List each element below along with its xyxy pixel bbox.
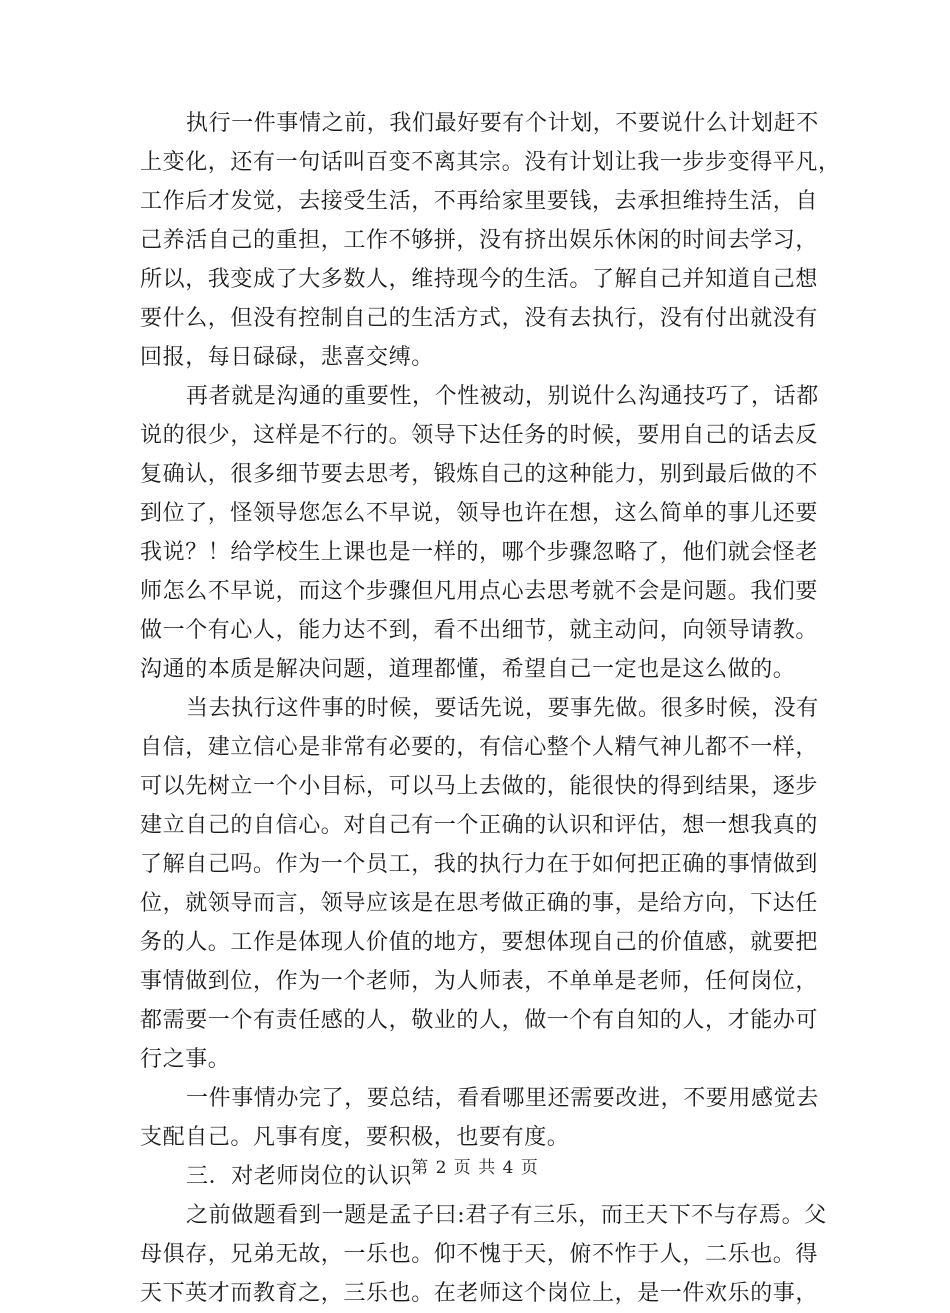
text-line: 我说？！给学校生上课也是一样的，哪个步骤忽略了，他们就会怪老	[140, 540, 819, 565]
text-line: 再者就是沟通的重要性，个性被动，别说什么沟通技巧了，话都	[186, 384, 819, 409]
text-line: 复确认，很多细节要去思考，锻炼自己的这种能力，别到最后做的不	[140, 462, 819, 487]
text-line: 都需要一个有责任感的人，敬业的人，做一个有自知的人，才能办可	[140, 1008, 819, 1033]
text-line: 母俱存，兄弟无故，一乐也。仰不愧于天，俯不怍于人，二乐也。得	[140, 1242, 819, 1267]
text-line: 建立自己的自信心。对自己有一个正确的认识和评估，想一想我真的	[140, 813, 819, 838]
text-line: 回报，每日碌碌，悲喜交缚。	[140, 345, 434, 370]
text-line: 要什么，但没有控制自己的生活方式，没有去执行，没有付出就没有	[140, 306, 819, 331]
text-line: 所以，我变成了大多数人，维持现今的生活。了解自己并知道自己想	[140, 267, 819, 292]
text-line: 师怎么不早说，而这个步骤但凡用点心去思考就不会是问题。我们要	[140, 579, 819, 604]
text-line: 可以先树立一个小目标，可以马上去做的，能很快的得到结果，逐步	[140, 774, 819, 799]
text-line: 支配自己。凡事有度，要积极，也要有度。	[140, 1125, 570, 1150]
text-line: 己养活自己的重担，工作不够拼，没有挤出娱乐休闲的时间去学习，	[140, 228, 819, 253]
text-line: 做一个有心人，能力达不到，看不出细节，就主动问，向领导请教。	[140, 618, 819, 643]
text-line: 到位了，怪领导您怎么不早说，领导也许在想，这么简单的事儿还要	[140, 501, 819, 526]
text-line: 行之事。	[140, 1047, 231, 1072]
text-line: 上变化，还有一句话叫百变不离其宗。没有计划让我一步步变得平凡，	[140, 150, 841, 175]
text-line: 一件事情办完了，要总结，看看哪里还需要改进，不要用感觉去	[186, 1086, 819, 1111]
text-line: 当去执行这件事的时候，要话先说，要事先做。很多时候，没有	[186, 696, 819, 721]
page-number-footer: 第 2 页 共 4 页	[411, 1158, 539, 1178]
text-line: 位，就领导而言，领导应该是在思考做正确的事，是给方向，下达任	[140, 891, 819, 916]
document-body	[140, 104, 841, 1313]
text-line: 说的很少，这样是不行的。领导下达任务的时候，要用自己的话去反	[140, 423, 819, 448]
text-line: 事情做到位，作为一个老师，为人师表，不单单是老师，任何岗位，	[140, 969, 819, 994]
text-line: 工作后才发觉，去接受生活，不再给家里要钱，去承担维持生活，自	[140, 189, 819, 214]
text-line: 执行一件事情之前，我们最好要有个计划，不要说什么计划赶不	[186, 111, 819, 136]
text-line: 之前做题看到一题是孟子曰:君子有三乐，而王天下不与存焉。父	[186, 1203, 827, 1228]
section-heading: 三．对老师岗位的认识	[186, 1164, 413, 1189]
text-line: 自信，建立信心是非常有必要的，有信心整个人精气神儿都不一样，	[140, 735, 819, 760]
text-line: 务的人。工作是体现人价值的地方，要想体现自己的价值感，就要把	[140, 930, 819, 955]
text-line: 了解自己吗。作为一个员工，我的执行力在于如何把正确的事情做到	[140, 852, 819, 877]
text-line: 沟通的本质是解决问题，道理都懂，希望自己一定也是这么做的。	[140, 657, 796, 682]
text-line: 天下英才而教育之，三乐也。在老师这个岗位上，是一件欢乐的事，	[140, 1281, 819, 1306]
